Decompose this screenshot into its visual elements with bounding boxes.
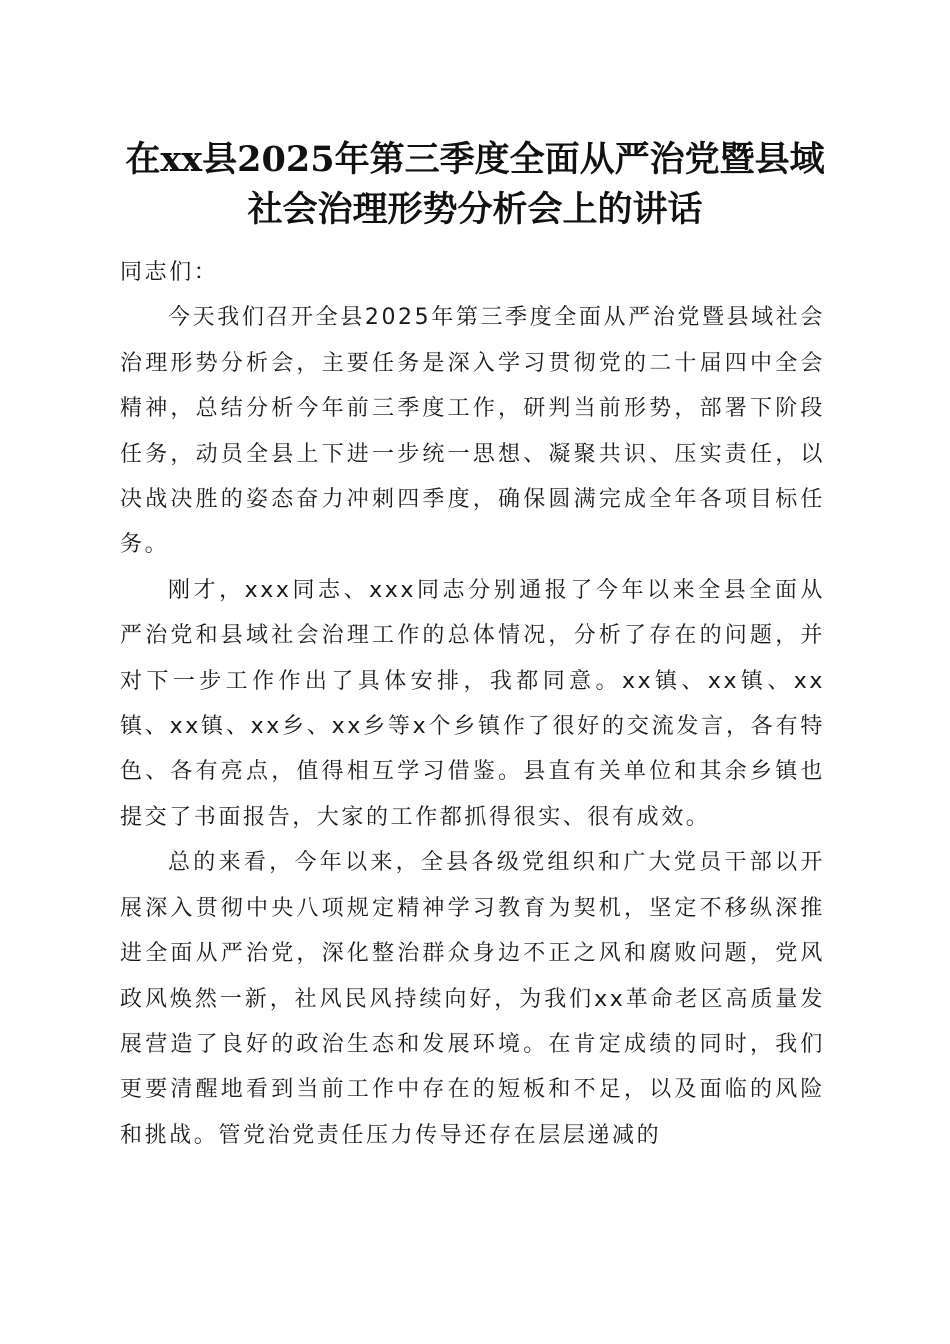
salutation: 同志们： xyxy=(120,260,219,285)
title-line-1: 在xx县2025年第三季度全面从严治党暨县域 xyxy=(125,139,825,180)
document-body xyxy=(120,250,825,1158)
title-line-2: 社会治理形势分析会上的讲话 xyxy=(247,189,703,230)
paragraph-2: 刚才，xxx同志、xxx同志分别通报了今年以来全县全面从严治党和县域社会治理工作的总体情况，分析了存在的问题，并对下一步工作作出了具体安排，我都同意。xx镇、xx镇、xx镇、xx镇、xx乡、xx乡等x个乡镇作了很好的交流发言，各有特色、各有亮点，值得相互学习借鉴。县直有关单位和其余乡镇也提交了书面报告，大家的工作都抓得很实、很有成效。 xyxy=(120,577,825,830)
paragraph-3: 总的来看，今年以来，全县各级党组织和广大党员干部以开展深入贯彻中央八项规定精神学习教育为契机，坚定不移纵深推进全面从严治党，深化整治群众身边不正之风和腐败问题，党风政风焕然一新，社风民风持续向好，为我们xx革命老区高质量发展营造了良好的政治生态和发展环境。在肯定成绩的同时，我们更要清醒地看到当前工作中存在的短板和不足，以及面临的风险和挑战。管党治党责任压力传导还存在层层递减的 xyxy=(120,850,825,1148)
document-title xyxy=(80,135,870,235)
paragraph-1: 今天我们召开全县2025年第三季度全面从严治党暨县域社会治理形势分析会，主要任务是深入学习贯彻党的二十届四中全会精神，总结分析今年前三季度工作，研判当前形势，部署下阶段任务，动员全县上下进一步统一思想、凝聚共识、压实责任，以决战决胜的姿态奋力冲刺四季度，确保圆满完成全年各项目标任务。 xyxy=(120,305,825,558)
